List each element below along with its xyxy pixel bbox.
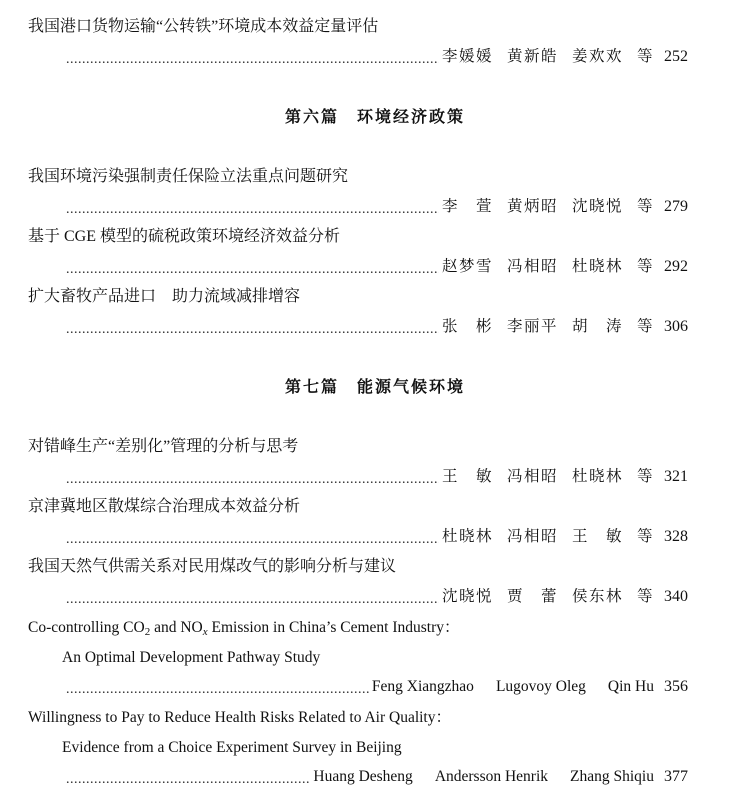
- author-list: [442, 317, 654, 337]
- toc-entry-title[interactable]: 扩大畜牧产品进口 助力流域减排增容: [28, 288, 301, 305]
- author: 赵梦雪: [441, 258, 493, 275]
- section-heading: [0, 377, 750, 397]
- toc-entry-title[interactable]: 我国天然气供需关系对民用煤改气的影响分析与建议: [28, 558, 397, 575]
- author-list: [313, 767, 654, 787]
- toc-entry-line: [66, 767, 688, 787]
- author: 冯相昭: [506, 258, 558, 275]
- author: 侯东林: [571, 588, 623, 605]
- page-number: 377: [664, 768, 688, 785]
- author-list: [442, 467, 654, 487]
- leader-dots: [66, 53, 439, 67]
- author-list: [442, 47, 654, 67]
- toc-entry-title[interactable]: 基于 CGE 模型的硫税政策环境经济效益分析: [28, 228, 341, 245]
- et-al: 等: [636, 48, 654, 65]
- author-list: [442, 587, 654, 607]
- leader-dots: [66, 533, 439, 547]
- page-number: 306: [664, 318, 688, 335]
- author: Andersson Henrik: [434, 768, 549, 785]
- page-number: 321: [664, 468, 688, 485]
- et-al: 等: [636, 468, 654, 485]
- section-part: 第六篇: [284, 107, 339, 126]
- toc-entry-line: [66, 257, 688, 277]
- page-number: 279: [664, 198, 688, 215]
- toc-entry-line: [66, 677, 688, 697]
- author: 李丽平: [506, 318, 558, 335]
- toc-entry-title[interactable]: [28, 618, 459, 638]
- subscript: 2: [144, 626, 151, 638]
- et-al: 等: [636, 588, 654, 605]
- leader-dots: [66, 773, 310, 787]
- title-part: Emission in China’s Cement Industry：: [207, 619, 460, 636]
- author: 王 敏: [441, 468, 493, 485]
- author-list: [442, 527, 654, 547]
- toc-entry-line: [66, 587, 688, 607]
- page-number: 292: [664, 258, 688, 275]
- author: 李 萱: [441, 198, 493, 215]
- toc-entry-subtitle[interactable]: An Optimal Development Pathway Study: [62, 649, 321, 666]
- author: Zhang Shiqiu: [570, 768, 654, 785]
- toc-entry-subtitle[interactable]: Evidence from a Choice Experiment Survey in Beijing: [62, 739, 402, 756]
- toc-entry-title[interactable]: 我国环境污染强制责任保险立法重点问题研究: [28, 168, 349, 185]
- author: 贾 蕾: [506, 588, 558, 605]
- et-al: 等: [636, 198, 654, 215]
- author: Lugovoy Oleg: [495, 678, 586, 695]
- leader-dots: [66, 473, 439, 487]
- author: 杜晓林: [441, 528, 493, 545]
- page-number: 356: [664, 678, 688, 695]
- et-al: 等: [636, 528, 654, 545]
- author: 李媛媛: [441, 48, 493, 65]
- subscript-var: x: [202, 626, 208, 638]
- author: 冯相昭: [506, 468, 558, 485]
- section-name: 能源气候环境: [357, 377, 466, 396]
- title-part: Co-controlling CO: [28, 619, 145, 636]
- toc-entry-title[interactable]: 我国港口货物运输“公转铁”环境成本效益定量评估: [28, 18, 379, 35]
- section-heading: [0, 107, 750, 127]
- author: 姜欢欢: [571, 48, 623, 65]
- author: 胡 涛: [571, 318, 623, 335]
- et-al: 等: [636, 258, 654, 275]
- section-part: 第七篇: [284, 377, 339, 396]
- toc-entry-title[interactable]: Willingness to Pay to Reduce Health Risks Related to Air Quality：: [28, 709, 451, 726]
- author-list: [442, 257, 654, 277]
- author-list: [372, 677, 654, 697]
- author: 沈晓悦: [441, 588, 493, 605]
- title-part: and NO: [150, 619, 203, 636]
- author: 冯相昭: [506, 528, 558, 545]
- page-number: 252: [664, 48, 688, 65]
- author-list: [442, 197, 654, 217]
- leader-dots: [66, 203, 439, 217]
- page-number: 340: [664, 588, 688, 605]
- author: Qin Hu: [607, 678, 654, 695]
- page-number: 328: [664, 528, 688, 545]
- author: 杜晓林: [571, 468, 623, 485]
- author: 黄炳昭: [506, 198, 558, 215]
- toc-entry-line: [66, 317, 688, 337]
- author: 张 彬: [441, 318, 493, 335]
- leader-dots: [66, 323, 439, 337]
- author: Feng Xiangzhao: [371, 678, 474, 695]
- leader-dots: [66, 593, 439, 607]
- leader-dots: [66, 263, 439, 277]
- section-name: 环境经济政策: [357, 107, 466, 126]
- et-al: 等: [636, 318, 654, 335]
- toc-entry-line: [66, 47, 688, 67]
- toc-entry-line: [66, 527, 688, 547]
- toc-entry-title[interactable]: 对错峰生产“差别化”管理的分析与思考: [28, 438, 299, 455]
- author: 杜晓林: [571, 258, 623, 275]
- author: 沈晓悦: [571, 198, 623, 215]
- author: 黄新皓: [506, 48, 558, 65]
- toc-entry-title[interactable]: 京津冀地区散煤综合治理成本效益分析: [28, 498, 301, 515]
- toc-entry-line: [66, 467, 688, 487]
- toc-entry-line: [66, 197, 688, 217]
- leader-dots: [66, 683, 369, 697]
- author: 王 敏: [571, 528, 623, 545]
- author: Huang Desheng: [313, 768, 413, 785]
